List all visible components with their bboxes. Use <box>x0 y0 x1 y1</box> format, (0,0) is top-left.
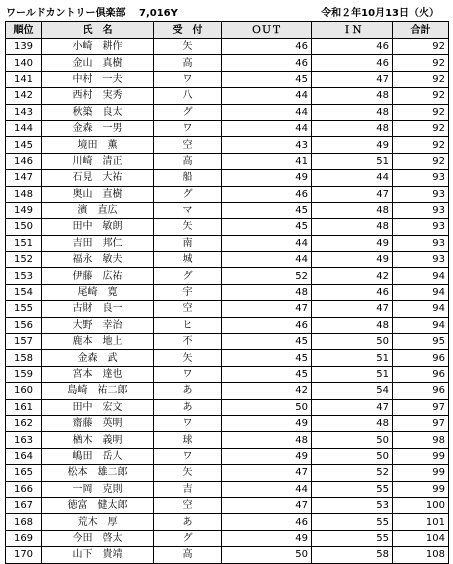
cell-reception: ワ <box>154 366 222 382</box>
cell-rank: 169 <box>6 530 42 546</box>
cell-out: 46 <box>222 186 312 202</box>
cell-rank: 154 <box>6 284 42 300</box>
cell-total: 93 <box>393 252 449 268</box>
cell-out: 44 <box>222 481 312 497</box>
cell-out: 44 <box>222 104 312 120</box>
cell-total: 96 <box>393 350 449 366</box>
column-header-rank: 順位 <box>6 22 42 39</box>
club-name: ワールドカントリー倶楽部 <box>6 8 126 19</box>
table-row <box>6 350 449 366</box>
cell-out: 49 <box>222 415 312 431</box>
cell-rank: 142 <box>6 88 42 104</box>
cell-total: 95 <box>393 334 449 350</box>
cell-reception: 高 <box>154 55 222 71</box>
cell-rank: 151 <box>6 235 42 251</box>
cell-name: 福永 敏夫 <box>42 252 154 268</box>
cell-total: 93 <box>393 186 449 202</box>
cell-in: 49 <box>312 252 393 268</box>
cell-name: 徳富 健太郎 <box>42 497 154 513</box>
cell-in: 55 <box>312 530 393 546</box>
cell-out: 46 <box>222 317 312 333</box>
cell-rank: 141 <box>6 71 42 87</box>
cell-name: 一岡 克則 <box>42 481 154 497</box>
cell-out: 44 <box>222 235 312 251</box>
cell-in: 47 <box>312 399 393 415</box>
table-body <box>6 39 449 564</box>
cell-out: 48 <box>222 284 312 300</box>
cell-out: 43 <box>222 137 312 153</box>
cell-rank: 139 <box>6 39 42 55</box>
table-row <box>6 120 449 136</box>
table-row <box>6 448 449 464</box>
cell-in: 48 <box>312 202 393 218</box>
cell-name: 古財 良一 <box>42 301 154 317</box>
cell-name: 川崎 清正 <box>42 153 154 169</box>
cell-name: 金山 真樹 <box>42 55 154 71</box>
cell-name: 伊藤 広祐 <box>42 268 154 284</box>
table-row <box>6 530 449 546</box>
cell-in: 55 <box>312 514 393 530</box>
table-row <box>6 366 449 382</box>
cell-reception: ワ <box>154 448 222 464</box>
cell-name: 尾崎 寛 <box>42 284 154 300</box>
table-row <box>6 268 449 284</box>
cell-rank: 165 <box>6 465 42 481</box>
cell-in: 50 <box>312 334 393 350</box>
cell-total: 98 <box>393 432 449 448</box>
cell-total: 93 <box>393 202 449 218</box>
table-row <box>6 55 449 71</box>
cell-name: 境田 薫 <box>42 137 154 153</box>
cell-out: 49 <box>222 530 312 546</box>
table-row <box>6 547 449 563</box>
cell-out: 45 <box>222 219 312 235</box>
cell-name: 荒木 厚 <box>42 514 154 530</box>
cell-out: 42 <box>222 383 312 399</box>
cell-out: 44 <box>222 252 312 268</box>
cell-in: 48 <box>312 415 393 431</box>
cell-out: 52 <box>222 268 312 284</box>
table-row <box>6 301 449 317</box>
column-header-out: ＯＵＴ <box>222 22 312 39</box>
table-row <box>6 71 449 87</box>
column-header-in: ＩＮ <box>312 22 393 39</box>
cell-name: 山下 貴靖 <box>42 547 154 563</box>
table-row <box>6 383 449 399</box>
cell-reception: あ <box>154 383 222 399</box>
cell-reception: グ <box>154 530 222 546</box>
cell-reception: あ <box>154 514 222 530</box>
cell-reception: 城 <box>154 252 222 268</box>
cell-out: 46 <box>222 514 312 530</box>
page-header <box>0 0 453 22</box>
cell-out: 49 <box>222 170 312 186</box>
cell-total: 93 <box>393 235 449 251</box>
cell-total: 92 <box>393 39 449 55</box>
cell-out: 45 <box>222 71 312 87</box>
cell-name: 鹿本 地上 <box>42 334 154 350</box>
cell-rank: 144 <box>6 120 42 136</box>
cell-in: 48 <box>312 317 393 333</box>
cell-total: 92 <box>393 104 449 120</box>
cell-reception: 球 <box>154 432 222 448</box>
cell-reception: ワ <box>154 415 222 431</box>
cell-reception: 空 <box>154 497 222 513</box>
cell-in: 48 <box>312 120 393 136</box>
cell-out: 49 <box>222 448 312 464</box>
cell-name: 松本 雄二郎 <box>42 465 154 481</box>
cell-rank: 162 <box>6 415 42 431</box>
cell-rank: 164 <box>6 448 42 464</box>
cell-rank: 140 <box>6 55 42 71</box>
cell-in: 48 <box>312 104 393 120</box>
cell-reception: 矢 <box>154 219 222 235</box>
cell-in: 49 <box>312 137 393 153</box>
table-row <box>6 334 449 350</box>
cell-out: 46 <box>222 39 312 55</box>
table-row <box>6 186 449 202</box>
cell-total: 99 <box>393 448 449 464</box>
cell-in: 48 <box>312 88 393 104</box>
cell-name: 金森 一男 <box>42 120 154 136</box>
cell-name: 石見 大祐 <box>42 170 154 186</box>
cell-total: 97 <box>393 399 449 415</box>
cell-in: 47 <box>312 301 393 317</box>
cell-in: 46 <box>312 284 393 300</box>
cell-total: 92 <box>393 120 449 136</box>
table-row <box>6 497 449 513</box>
cell-out: 47 <box>222 301 312 317</box>
cell-total: 94 <box>393 317 449 333</box>
cell-total: 93 <box>393 170 449 186</box>
cell-name: 島崎 祐二郎 <box>42 383 154 399</box>
cell-rank: 148 <box>6 186 42 202</box>
cell-reception: 空 <box>154 137 222 153</box>
cell-total: 104 <box>393 530 449 546</box>
cell-in: 46 <box>312 55 393 71</box>
cell-reception: 吉 <box>154 481 222 497</box>
cell-reception: ヒ <box>154 317 222 333</box>
cell-reception: 空 <box>154 301 222 317</box>
table-row <box>6 137 449 153</box>
cell-reception: 矢 <box>154 350 222 366</box>
cell-out: 47 <box>222 465 312 481</box>
cell-out: 45 <box>222 350 312 366</box>
cell-out: 44 <box>222 88 312 104</box>
cell-reception: ワ <box>154 120 222 136</box>
cell-in: 52 <box>312 465 393 481</box>
cell-total: 108 <box>393 547 449 563</box>
column-header-name: 氏 名 <box>42 22 154 39</box>
cell-total: 100 <box>393 497 449 513</box>
cell-rank: 155 <box>6 301 42 317</box>
cell-in: 48 <box>312 219 393 235</box>
cell-total: 92 <box>393 55 449 71</box>
cell-in: 46 <box>312 39 393 55</box>
table-row <box>6 153 449 169</box>
cell-reception: 不 <box>154 334 222 350</box>
cell-name: 宮本 達也 <box>42 366 154 382</box>
cell-name: 金森 武 <box>42 350 154 366</box>
cell-total: 94 <box>393 284 449 300</box>
cell-rank: 163 <box>6 432 42 448</box>
cell-rank: 168 <box>6 514 42 530</box>
cell-out: 44 <box>222 120 312 136</box>
table-row <box>6 252 449 268</box>
table-row <box>6 465 449 481</box>
cell-name: 今田 啓太 <box>42 530 154 546</box>
cell-rank: 160 <box>6 383 42 399</box>
cell-reception: 南 <box>154 235 222 251</box>
cell-reception: 船 <box>154 170 222 186</box>
cell-out: 45 <box>222 202 312 218</box>
table-row <box>6 317 449 333</box>
cell-in: 47 <box>312 186 393 202</box>
cell-total: 99 <box>393 465 449 481</box>
cell-name: 奥山 直樹 <box>42 186 154 202</box>
cell-out: 50 <box>222 399 312 415</box>
cell-rank: 166 <box>6 481 42 497</box>
cell-total: 94 <box>393 301 449 317</box>
course-yardage: 7,016Y <box>138 8 178 19</box>
cell-name: 田中 敏朗 <box>42 219 154 235</box>
cell-out: 45 <box>222 366 312 382</box>
table-row <box>6 481 449 497</box>
cell-reception: ワ <box>154 71 222 87</box>
cell-total: 99 <box>393 481 449 497</box>
cell-out: 47 <box>222 497 312 513</box>
results-table <box>5 21 449 564</box>
cell-total: 97 <box>393 415 449 431</box>
table-row <box>6 284 449 300</box>
cell-in: 51 <box>312 350 393 366</box>
cell-total: 92 <box>393 71 449 87</box>
cell-rank: 145 <box>6 137 42 153</box>
cell-rank: 152 <box>6 252 42 268</box>
cell-name: 吉田 邦仁 <box>42 235 154 251</box>
cell-out: 41 <box>222 153 312 169</box>
cell-total: 94 <box>393 268 449 284</box>
cell-name: 楢木 義明 <box>42 432 154 448</box>
cell-rank: 153 <box>6 268 42 284</box>
cell-rank: 161 <box>6 399 42 415</box>
cell-reception: グ <box>154 104 222 120</box>
cell-rank: 149 <box>6 202 42 218</box>
cell-out: 45 <box>222 334 312 350</box>
cell-rank: 170 <box>6 547 42 563</box>
cell-reception: あ <box>154 399 222 415</box>
table-row <box>6 432 449 448</box>
table-row <box>6 88 449 104</box>
cell-name: 濱 直広 <box>42 202 154 218</box>
cell-rank: 159 <box>6 366 42 382</box>
cell-in: 49 <box>312 235 393 251</box>
header-left <box>6 4 188 19</box>
cell-rank: 167 <box>6 497 42 513</box>
cell-name: 小崎 耕作 <box>42 39 154 55</box>
cell-in: 54 <box>312 383 393 399</box>
column-header-total: 合計 <box>393 22 449 39</box>
table-row <box>6 39 449 55</box>
cell-name: 齋藤 英明 <box>42 415 154 431</box>
cell-rank: 143 <box>6 104 42 120</box>
cell-reception: 宇 <box>154 284 222 300</box>
cell-reception: 矢 <box>154 39 222 55</box>
cell-in: 50 <box>312 448 393 464</box>
cell-rank: 147 <box>6 170 42 186</box>
cell-in: 58 <box>312 547 393 563</box>
cell-in: 42 <box>312 268 393 284</box>
cell-in: 50 <box>312 432 393 448</box>
cell-reception: グ <box>154 186 222 202</box>
cell-total: 92 <box>393 153 449 169</box>
cell-name: 秋築 良太 <box>42 104 154 120</box>
cell-in: 51 <box>312 366 393 382</box>
cell-in: 55 <box>312 481 393 497</box>
table-row <box>6 104 449 120</box>
cell-reception: 高 <box>154 153 222 169</box>
cell-in: 44 <box>312 170 393 186</box>
table-row <box>6 219 449 235</box>
cell-rank: 157 <box>6 334 42 350</box>
table-header-row <box>6 22 449 39</box>
cell-out: 48 <box>222 432 312 448</box>
cell-name: 大野 幸治 <box>42 317 154 333</box>
cell-name: 田中 宏文 <box>42 399 154 415</box>
cell-reception: 高 <box>154 547 222 563</box>
table-row <box>6 399 449 415</box>
cell-rank: 156 <box>6 317 42 333</box>
cell-name: 西村 実秀 <box>42 88 154 104</box>
cell-in: 51 <box>312 153 393 169</box>
table-row <box>6 514 449 530</box>
cell-name: 嶋田 岳人 <box>42 448 154 464</box>
cell-in: 47 <box>312 71 393 87</box>
table-row <box>6 415 449 431</box>
cell-out: 46 <box>222 55 312 71</box>
cell-out: 50 <box>222 547 312 563</box>
cell-rank: 146 <box>6 153 42 169</box>
cell-total: 92 <box>393 88 449 104</box>
cell-reception: 矢 <box>154 465 222 481</box>
cell-total: 92 <box>393 137 449 153</box>
column-header-reception: 受 付 <box>154 22 222 39</box>
table-row <box>6 235 449 251</box>
cell-reception: 八 <box>154 88 222 104</box>
cell-total: 101 <box>393 514 449 530</box>
table-row <box>6 202 449 218</box>
cell-rank: 158 <box>6 350 42 366</box>
cell-total: 96 <box>393 383 449 399</box>
cell-total: 93 <box>393 219 449 235</box>
cell-in: 53 <box>312 497 393 513</box>
table-row <box>6 170 449 186</box>
cell-reception: グ <box>154 268 222 284</box>
event-date: 令和２年10月13日（火） <box>321 8 439 19</box>
cell-reception: マ <box>154 202 222 218</box>
cell-name: 中村 一夫 <box>42 71 154 87</box>
cell-rank: 150 <box>6 219 42 235</box>
cell-total: 96 <box>393 366 449 382</box>
